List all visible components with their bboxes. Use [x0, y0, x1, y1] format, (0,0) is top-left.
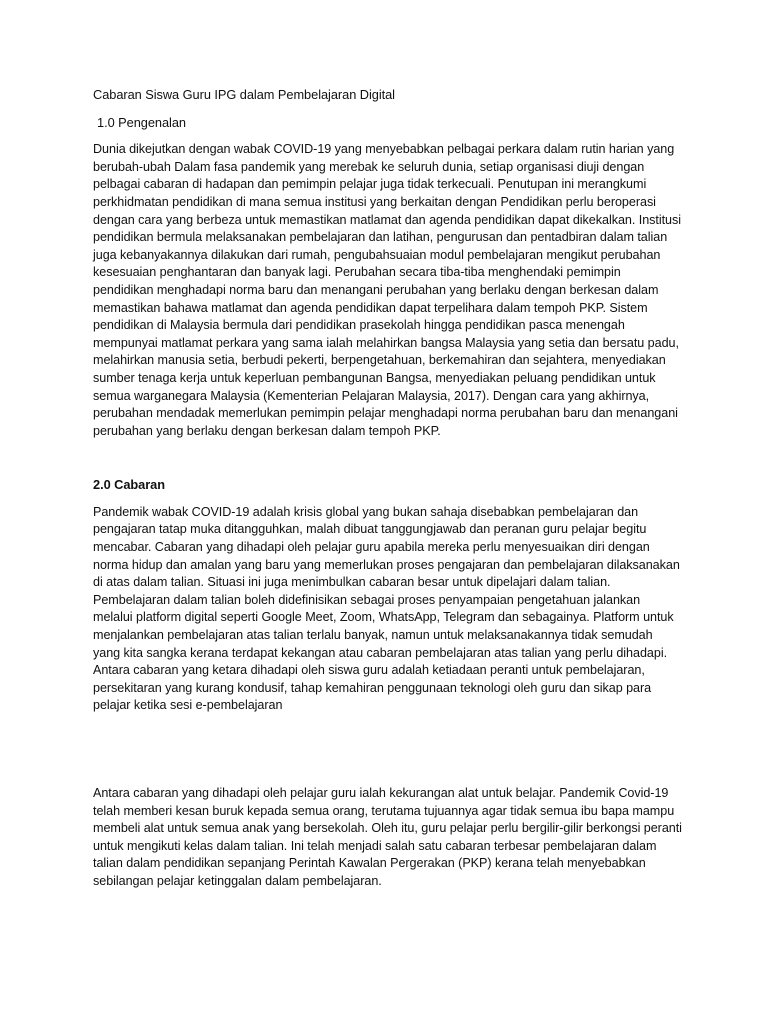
paragraph-cabaran-1: Pandemik wabak COVID-19 adalah krisis global yang bukan sahaja disebabkan pembelajaran dan pengajaran tatap muka ditangguhkan, malah dibuat tanggungjawab dan peranan guru pelajar begitu mencabar. Cabaran yang dihadapi oleh pelajar guru apabila mereka perlu menyesuaikan diri dengan norma hidup dan amalan yang baru yang memerlukan proses pengajaran dan pembelajaran dilaksanakan di atas dalam talian. Situasi ini juga menimbulkan cabaran besar untuk dipelajari dalam talian. Pembelajaran dalam talian boleh didefinisikan sebagai proses penyampaian pengetahuan jalankan melalui platform digital seperti Google Meet, Zoom, WhatsApp, Telegram dan sebagainya. Platform untuk menjalankan pembelajaran atas talian terlalu banyak, namun untuk melaksanakannya tidak semudah yang kita sangka kerana terdapat kekangan atau cabaran pembelajaran atas talian yang perlu dihadapi. Antara cabaran yang ketara dihadapi oleh siswa guru adalah ketiadaan peranti untuk pembelajaran, persekitaran yang kurang kondusif, tahap kemahiran penggunaan teknologi oleh guru dan sikap para pelajar ketika sesi e-pembelajaran — [93, 504, 680, 713]
document-body — [93, 86, 683, 891]
section-heading-cabaran: 2.0 Cabaran — [93, 477, 166, 493]
paragraph-pengenalan: Dunia dikejutkan dengan wabak COVID-19 yang menyebabkan pelbagai perkara dalam rutin harian yang berubah-ubah Dalam fasa pandemik yang merebak ke seluruh dunia, setiap organisasi diuji dengan pelbagai cabaran di hadapan dan pemimpin pelajar juga tidak terkecuali. Penutupan ini merangkumi perkhidmatan pendidikan di mana semua institusi yang berkaitan dengan Pendidikan perlu beroperasi dengan cara yang berbeza untuk memastikan matlamat dan agenda pendidikan dapat dikekalkan. Institusi pendidikan bermula melaksanakan pembelajaran dan latihan, pengurusan dan pentadbiran dalam talian juga kebanyakannya dilakukan dari rumah, pengubahsuaian modul pembelajaran mengikut perubahan kesesuaian penghantaran dan banyak lagi. Perubahan secara tiba-tiba menghendaki pemimpin pendidikan menghadapi norma baru dan menangani perubahan yang berlaku dengan berkesan dalam memastikan bahawa matlamat dan agenda pendidikan dapat terpelihara dalam tempoh PKP. Sistem pendidikan di Malaysia bermula dari pendidikan prasekolah hingga pendidikan pasca menengah mempunyai matlamat perkara yang sama ialah melahirkan bangsa Malaysia yang setia dan bersatu padu, melahirkan manusia setia, berbudi pekerti, berpengetahuan, berkemahiran dan sejahtera, menyediakan sumber tenaga kerja untuk keperluan pembangunan Bangsa, menyediakan peluang pendidikan untuk semua warganegara Malaysia (Kementerian Pelajaran Malaysia, 2017). Dengan cara yang akhirnya, perubahan mendadak memerlukan pemimpin pelajar menghadapi norma perubahan baru dan menangani perubahan yang berlaku dengan berkesan dalam tempoh PKP. — [93, 142, 681, 438]
paragraph-cabaran-2: Antara cabaran yang dihadapi oleh pelajar guru ialah kekurangan alat untuk belajar. Pandemik Covid-19 telah memberi kesan buruk kepada semua orang, terutama tujuannya agar tidak semua ibu bapa mampu membeli alat untuk semua anak yang bersekolah. Oleh itu, guru pelajar perlu bergilir-gilir berkongsi peranti untuk mengikuti kelas dalam talian. Ini telah menjadi salah satu cabaran terbesar pembelajaran dalam talian dalam pendidikan sepanjang Perintah Kawalan Pergerakan (PKP) kerana telah menyebabkan sebilangan pelajar ketinggalan dalam pembelajaran. — [93, 786, 682, 888]
spacer — [93, 715, 683, 785]
section-heading-pengenalan: 1.0 Pengenalan — [97, 114, 186, 130]
document-title: Cabaran Siswa Guru IPG dalam Pembelajaran Digital — [93, 87, 395, 102]
spacer — [93, 440, 683, 476]
